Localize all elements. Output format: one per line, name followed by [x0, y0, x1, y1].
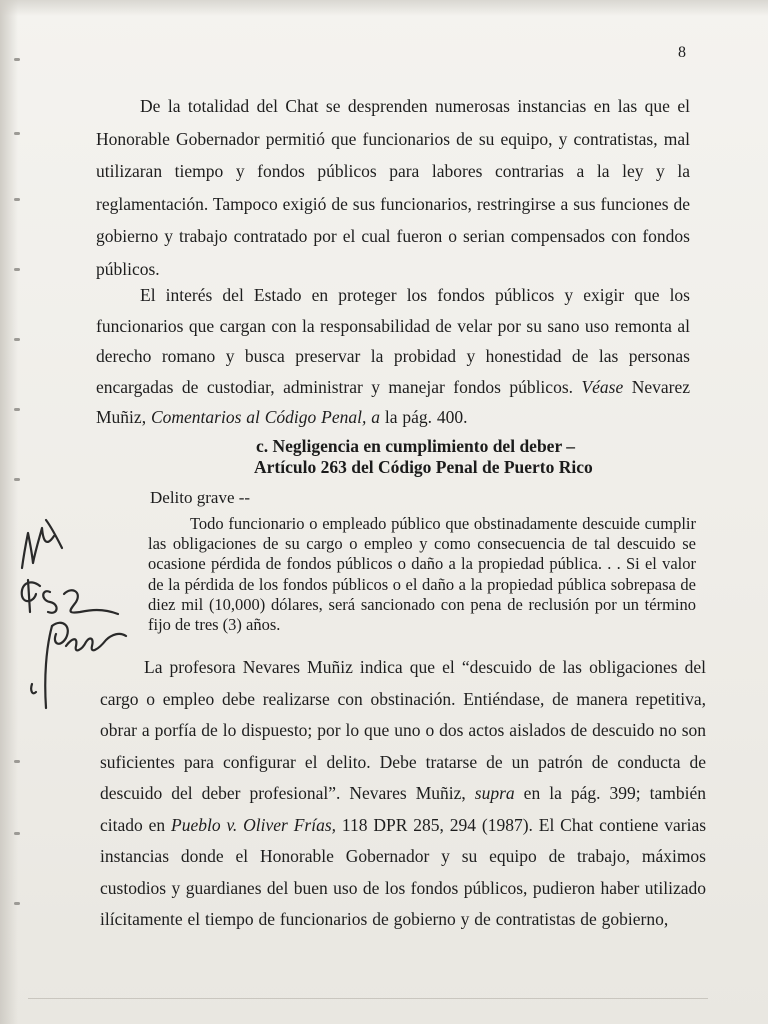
- citation-supra: supra: [474, 783, 515, 803]
- page-number: 8: [678, 44, 686, 61]
- citation-author: Nevarez Muñiz,: [96, 376, 690, 427]
- paragraph-text: en la pág. 399; también citado en: [100, 783, 706, 835]
- margin-mark: [14, 58, 20, 61]
- margin-mark: [14, 902, 20, 905]
- statute-quote: Todo funcionario o empleado público que obstinadamente descuide cumplir las obligaciones de su cargo o empleo y como consecuencia de tal descuido se ocasione pérdida de fondos públicos o daño a la propiedad pública. . . Si el valor de la pérdida de los fondos públicos o el daño a la propiedad pública sobrepasa de diez mil (10,000) dólares, será sancionado con pena de reclusión por un término fijo de tres (3) años.: [148, 514, 696, 635]
- section-heading: [180, 436, 660, 478]
- margin-mark: [14, 408, 20, 411]
- paragraph-text: 118 DPR 285, 294 (1987). El Chat contiene varias instancias donde el Honorable Gobernador y su equipo de trabajo, máximos custodios y guardianes del buen uso de los fondos públicos, pudieron haber utilizado ilícitamente el tiempo de funcionarios de gobierno y de contratistas de gobierno,: [100, 814, 707, 929]
- paragraph-nevares-analysis: [100, 652, 706, 936]
- paragraph-state-interest: [96, 280, 690, 433]
- citation-book-title: Comentarios al Código Penal,: [150, 407, 367, 427]
- margin-mark: [14, 132, 20, 135]
- page-bottom-edge: [28, 998, 708, 999]
- margin-mark: [14, 760, 20, 763]
- paragraph-chat-instances: De la totalidad del Chat se desprenden numerosas instancias en las que el Honorable Gobernador permitió que funcionarios de su equipo, y contratistas, mal utilizaran tiempo y fondos públicos para labores contrarias a la ley y la reglamentación. Tampoco exigió de sus funcionarios, restringirse a sus funciones de gobierno y trabajo contratado por el cual fueron o serian compensados con fondos públicos.: [96, 96, 690, 279]
- section-heading-title: c. Negligencia en cumplimiento del deber –: [256, 436, 576, 456]
- offense-classification: Delito grave --: [150, 488, 251, 507]
- page-top-shadow: [0, 0, 768, 16]
- paragraph-text: El interés del Estado en proteger los fondos públicos y exigir que los funcionarios que cargan con la responsabilidad de velar por su sano uso remonta al derecho romano y busca preservar la probidad y honestidad de las personas encargadas de custodiar, administrar y manejar fondos públicos.: [96, 285, 690, 397]
- margin-mark: [14, 832, 20, 835]
- margin-mark: [14, 478, 20, 481]
- paragraph-text: La profesora Nevares Muñiz indica que el “descuido de las obligaciones del cargo o empleo debe realizarse con obstinación. Entiéndase, de manera repetitiva, obrar a porfía de lo dispuesto; por lo que uno o dos actos aislados de descuido no son suficientes para configurar el delito. Debe tratarse de un patrón de conducta de descuido del deber profesional”. Nevares Muñiz,: [100, 657, 706, 803]
- case-citation: Pueblo v. Oliver Frías,: [171, 814, 337, 835]
- margin-mark: [14, 268, 20, 271]
- citation-signal: Véase: [581, 376, 624, 397]
- margin-mark: [14, 198, 20, 201]
- citation-page: la pág. 400.: [384, 407, 468, 427]
- citation-a: a: [371, 407, 380, 427]
- margin-mark: [14, 338, 20, 341]
- section-heading-article: Artículo 263 del Código Penal de Puerto Rico: [254, 457, 593, 477]
